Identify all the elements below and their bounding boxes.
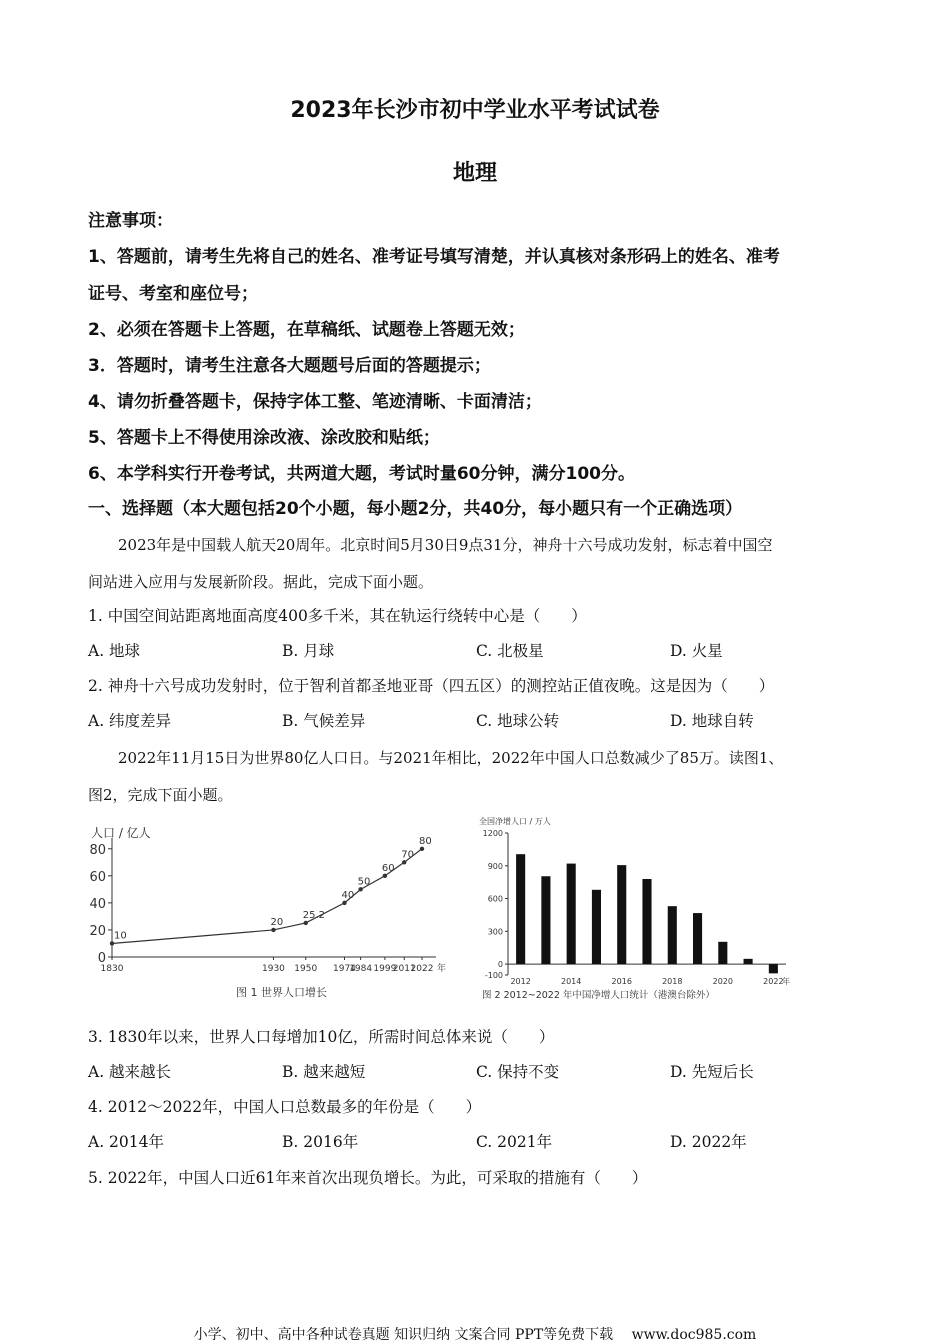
intro-1-line-2: 间站进入应用与发展新阶段。据此，完成下面小题。 <box>88 573 434 591</box>
intro-2-line-2: 图2，完成下面小题。 <box>88 786 233 804</box>
question-2-option-d[interactable]: D. 地球自转 <box>670 712 754 730</box>
chart2-x-tick-label: 2014 <box>561 977 582 986</box>
page-footer: 小学、初中、高中各种试卷真题 知识归纳 文案合同 PPT等免费下载 www.doc985.com <box>193 1327 757 1343</box>
question-3-stem: 3. 1830年以来，世界人口每增加10亿，所需时间总体来说（ ） <box>88 1028 555 1046</box>
chart2-ylabel: 全国净增人口 / 万人 <box>479 817 551 826</box>
chart2-x-tick-label: 2020 <box>712 977 733 986</box>
chart2-bar <box>718 942 727 964</box>
question-1-options <box>88 639 868 663</box>
chart1-data-label: 60 <box>381 862 395 874</box>
question-3-options <box>88 1060 868 1084</box>
chart1-point <box>420 847 424 851</box>
chart2-y-tick-label: -100 <box>484 971 503 980</box>
chart2-y-tick-label: 0 <box>497 960 503 970</box>
chart1-data-label: 25.2 <box>302 909 326 921</box>
chart2-bar <box>541 876 550 964</box>
chart2-y-tick-label: 300 <box>487 927 503 937</box>
chart2-bar <box>693 913 702 964</box>
chart1-x-tick-label: 1830 <box>100 964 124 974</box>
china-net-increase-bar-chart <box>474 813 804 1008</box>
chart2-title: 图 2 2012~2022 年中国净增人口统计（港澳台除外） <box>482 990 715 1001</box>
question-2-option-c[interactable]: C. 地球公转 <box>476 712 560 730</box>
chart1-data-label: 50 <box>357 876 371 888</box>
chart2-bar <box>617 865 626 964</box>
chart1-xlabel: 年 <box>437 964 447 974</box>
chart2-bar <box>668 906 677 964</box>
chart1-point <box>304 921 308 925</box>
question-4-option-b[interactable]: B. 2016年 <box>282 1133 359 1151</box>
chart2-x-tick-label: 2012 <box>510 977 531 986</box>
question-4-options <box>88 1130 868 1154</box>
notice-item-4: 4、请勿折叠答题卡，保持字体工整、笔迹清晰、卡面清洁； <box>88 392 542 412</box>
question-2-options <box>88 709 868 733</box>
chart1-data-label: 10 <box>114 930 127 942</box>
chart1-x-tick-label: 2011 <box>392 964 416 974</box>
question-2-stem: 2. 神舟十六号成功发射时，位于智利首都圣地亚哥（四五区）的测控站正值夜晚。这是因为（ ） <box>88 677 775 695</box>
question-2-option-b[interactable]: B. 气候差异 <box>282 712 366 730</box>
chart2-bar <box>567 864 576 964</box>
chart1-data-label: 80 <box>419 835 432 847</box>
intro-1-line-1: 2023年是中国载人航天20周年。北京时间5月30日9点31分，神舟十六号成功发射，标志着中国空 <box>118 536 773 554</box>
chart1-point <box>402 860 406 864</box>
chart2-y-tick-label: 900 <box>487 861 503 871</box>
notice-item-5: 5、答题卡上不得使用涂改液、涂改胶和贴纸； <box>88 428 440 448</box>
chart2-bar <box>769 964 778 973</box>
question-3-option-b[interactable]: B. 越来越短 <box>282 1063 366 1081</box>
question-1-option-d[interactable]: D. 火星 <box>670 642 723 660</box>
chart1-x-tick-label: 1974 <box>333 964 356 974</box>
chart2-bar <box>592 890 601 964</box>
question-4-option-d[interactable]: D. 2022年 <box>670 1133 747 1151</box>
chart1-y-tick-label: 40 <box>89 896 106 912</box>
question-1-option-b[interactable]: B. 月球 <box>282 642 335 660</box>
chart2-xlabel: 年 <box>782 977 790 986</box>
chart2-x-tick-label: 2022 <box>763 977 784 986</box>
chart1-x-tick-label: 1984 <box>349 964 373 974</box>
chart2-x-tick-label: 2018 <box>662 977 683 986</box>
notice-item-1-line-1: 1、答题前，请考生先将自己的姓名、准考证号填写清楚，并认真核对条形码上的姓名、准考 <box>88 247 780 267</box>
question-1-option-a[interactable]: A. 地球 <box>88 642 141 660</box>
chart1-y-tick-label: 80 <box>89 842 106 858</box>
question-4-option-a[interactable]: A. 2014年 <box>88 1133 164 1151</box>
question-1-stem: 1. 中国空间站距离地面高度400多千米，其在轨运行绕转中心是（ ） <box>88 607 587 625</box>
notice-heading: 注意事项： <box>88 211 173 231</box>
notice-item-2: 2、必须在答题卡上答题，在草稿纸、试题卷上答题无效； <box>88 320 525 340</box>
chart1-point <box>342 901 346 905</box>
exam-title: 2023年长沙市初中学业水平考试试卷 <box>290 98 660 123</box>
chart2-y-tick-label: 1200 <box>482 829 503 838</box>
chart1-x-tick-label: 1999 <box>373 964 397 974</box>
chart1-x-tick-label: 1950 <box>294 964 318 974</box>
chart1-x-tick-label: 2022 <box>410 964 434 974</box>
question-2-option-a[interactable]: A. 纬度差异 <box>88 712 172 730</box>
chart1-point <box>383 874 387 878</box>
chart2-bar <box>516 854 525 964</box>
chart1-data-label: 40 <box>341 889 355 901</box>
chart1-data-label: 20 <box>270 916 284 928</box>
chart1-point <box>358 887 362 891</box>
question-3-option-a[interactable]: A. 越来越长 <box>88 1063 172 1081</box>
world-population-line-chart <box>86 818 458 1008</box>
chart1-y-tick-label: 20 <box>89 923 106 939</box>
notice-item-3: 3．答题时，请考生注意各大题题号后面的答题提示； <box>88 356 491 376</box>
chart1-y-tick-label: 0 <box>97 951 106 966</box>
chart2-bar <box>642 879 651 964</box>
chart1-y-tick-label: 60 <box>89 869 106 885</box>
chart2-y-tick-label: 600 <box>487 894 503 904</box>
subject-title: 地理 <box>452 161 497 186</box>
chart1-point <box>110 941 114 945</box>
chart1-point <box>271 928 275 932</box>
notice-item-6: 6、本学科实行开卷考试，共两道大题，考试时量60分钟，满分100分。 <box>88 464 635 484</box>
intro-2-line-1: 2022年11月15日为世界80亿人口日。与2021年相比，2022年中国人口总数减少了85万。读图1、 <box>118 749 784 767</box>
chart1-data-label: 70 <box>401 849 414 861</box>
chart1-title: 图 1 世界人口增长 <box>236 986 327 999</box>
question-5-stem: 5. 2022年，中国人口近61年来首次出现负增长。为此，可采取的措施有（ ） <box>88 1169 648 1187</box>
question-1-option-c[interactable]: C. 北极星 <box>476 642 544 660</box>
question-4-option-c[interactable]: C. 2021年 <box>476 1133 553 1151</box>
question-4-stem: 4. 2012～2022年，中国人口总数最多的年份是（ ） <box>88 1098 482 1116</box>
notice-item-1-line-2: 证号、考室和座位号； <box>88 284 258 304</box>
chart2-bar <box>744 959 753 964</box>
chart1-ylabel: 人口 / 亿人 <box>91 826 151 840</box>
section-1-heading: 一、选择题（本大题包括20个小题，每小题2分，共40分，每小题只有一个正确选项） <box>88 499 743 519</box>
question-3-option-d[interactable]: D. 先短后长 <box>670 1063 754 1081</box>
chart1-series-line <box>112 849 422 944</box>
chart2-x-tick-label: 2016 <box>611 977 632 986</box>
question-3-option-c[interactable]: C. 保持不变 <box>476 1063 560 1081</box>
chart1-x-tick-label: 1930 <box>262 964 285 974</box>
